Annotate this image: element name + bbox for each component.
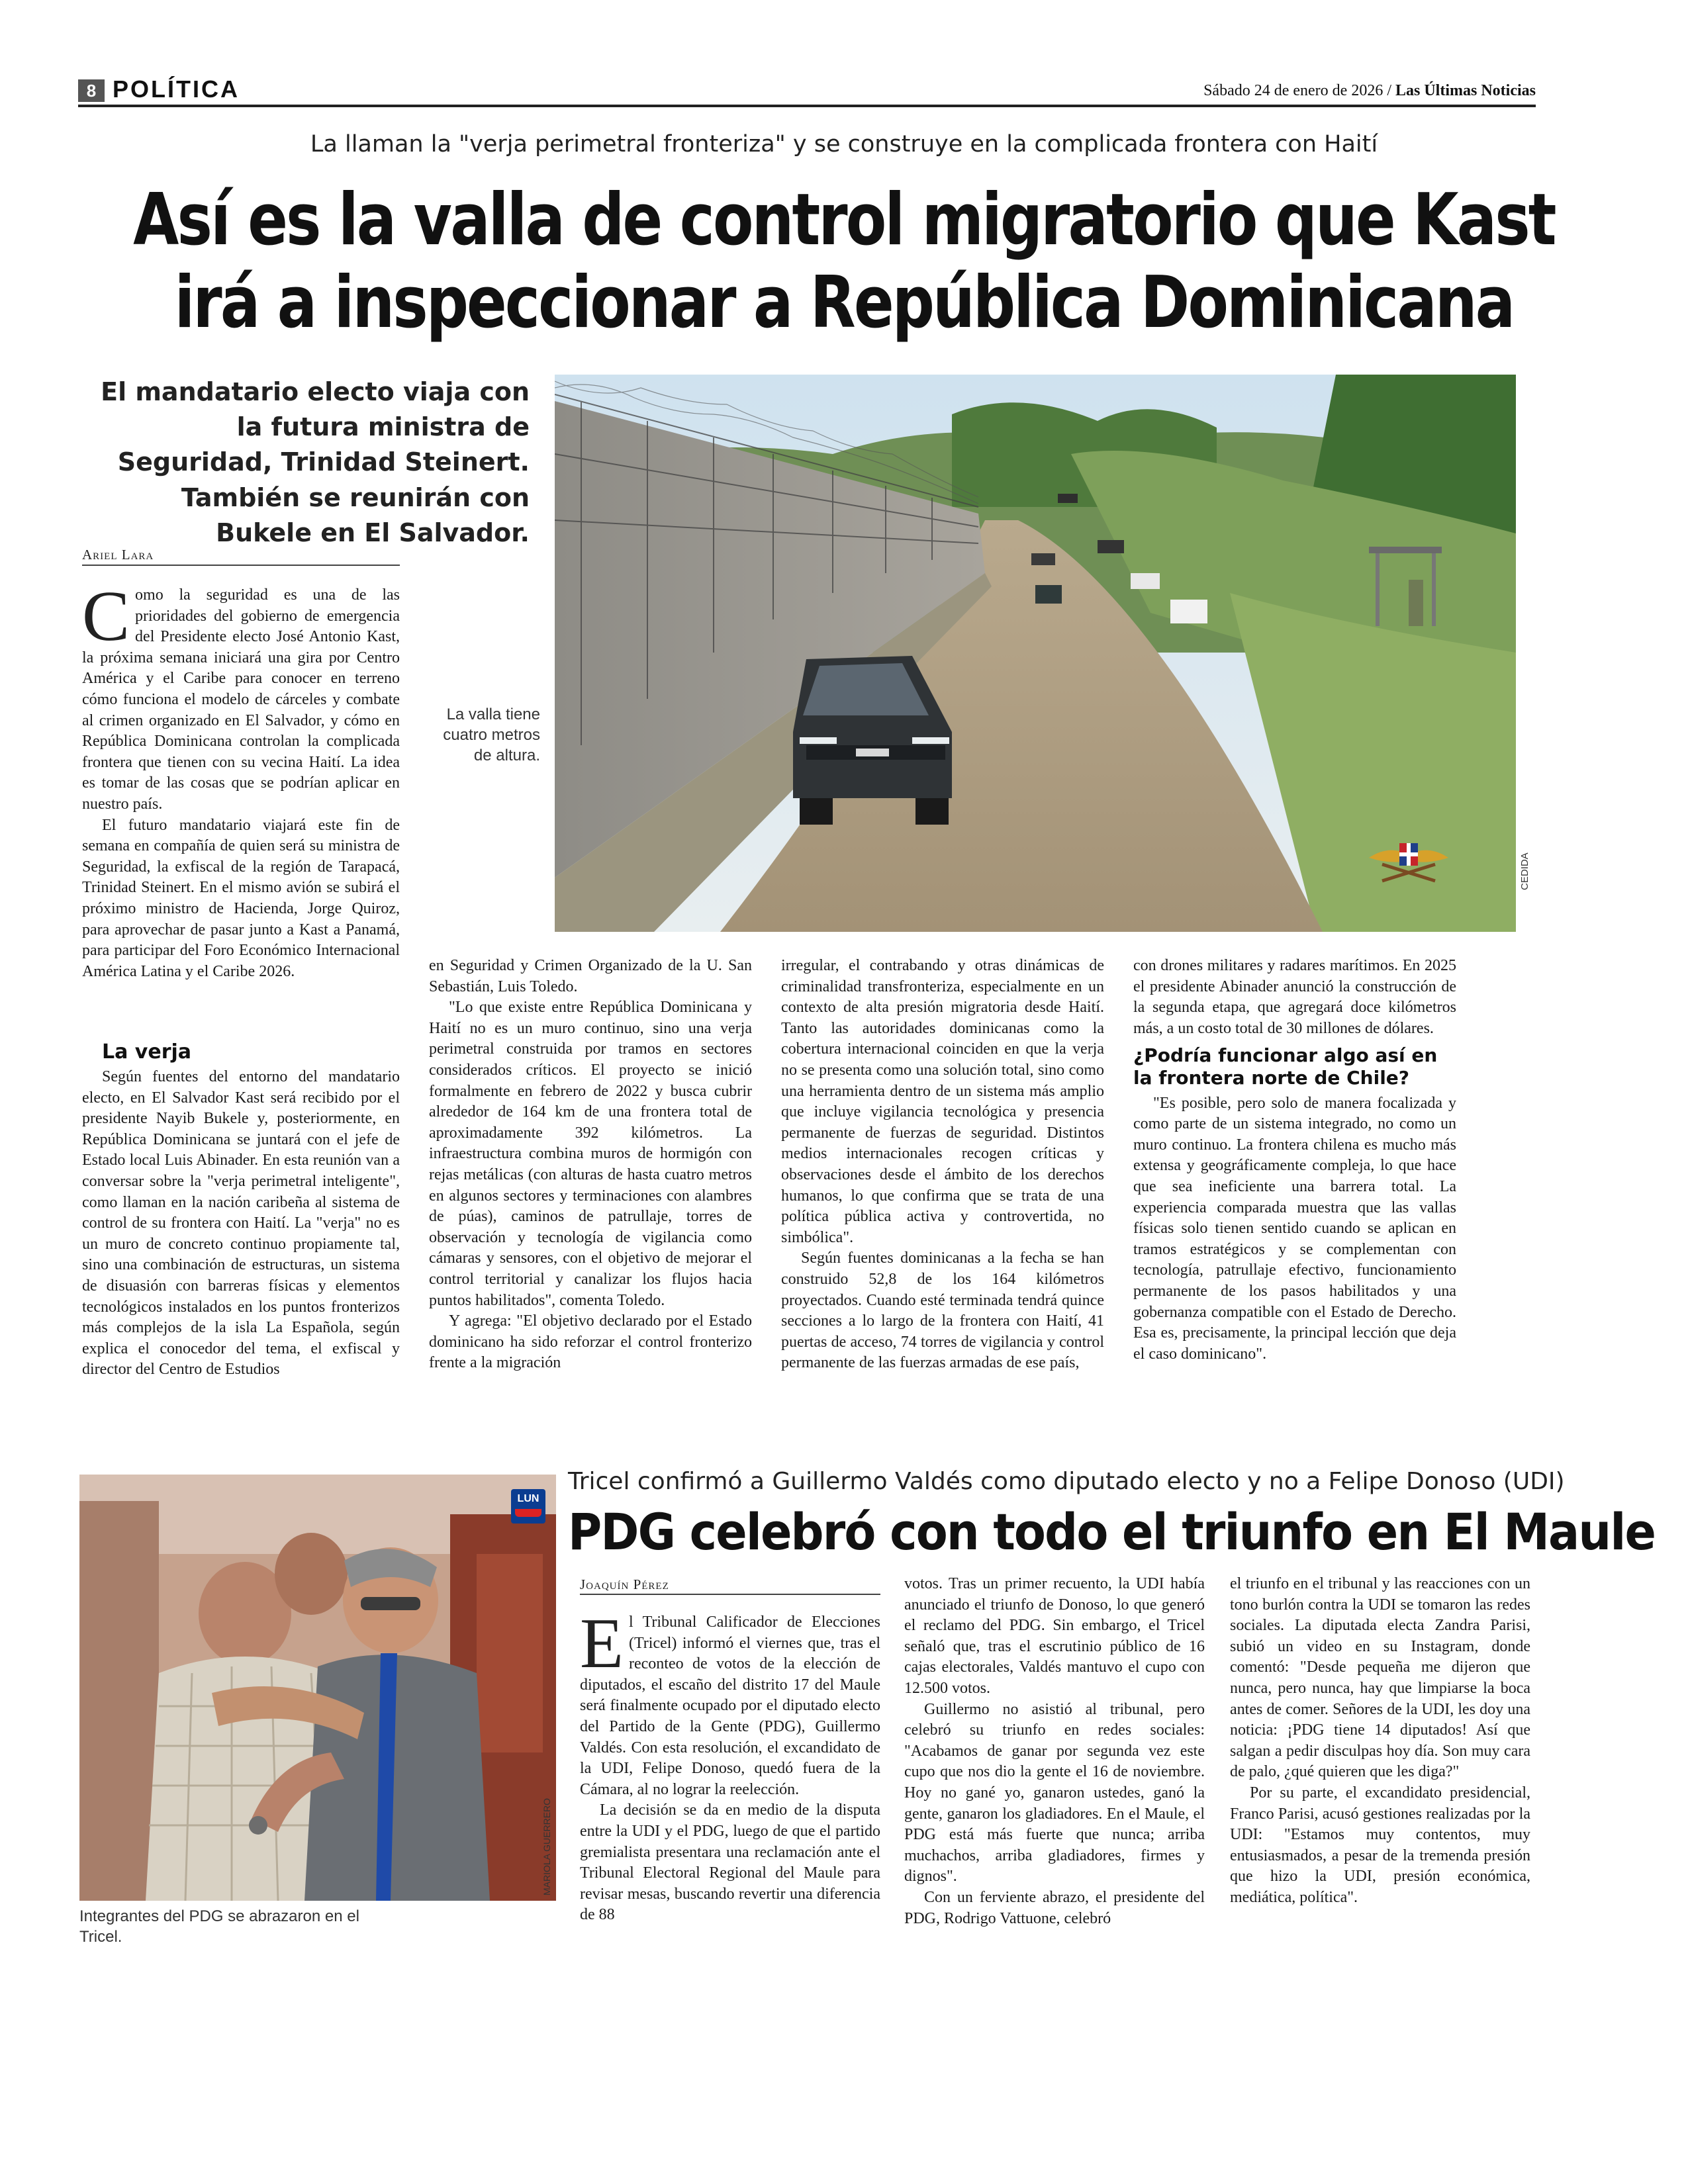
border-fence-photo (555, 375, 1516, 932)
story1-paragraph (82, 577, 400, 815)
story1-subhead-question: ¿Podría funcionar algo así en la frontera norte de Chile? (1133, 1044, 1438, 1089)
story2-photo-caption: Integrantes del PDG se abrazaron en el Tricel. (79, 1907, 359, 1946)
story1-paragraph: "Es posible, pero solo de manera focalizada y como parte de un sistema integrado, no como un muro continuo. La frontera chilena es mucho más extensa y geográficamente compleja, lo que hace que sea ineficiente una barrera total. La experiencia comparada muestra que las vallas físicas solo tienen sentido cuando se aplican en tramos estratégicos y se complementan con tecnología, patrullaje efectivo, funcionamiento permanente de los pasos habilitados y una gobernanza compatible con el Estado de Derecho. Esa es, precisamente, la principal lección que deja el caso dominicano". (1133, 1094, 1456, 1363)
story1-deck: El mandatario electo viaja con la futura ministra de Seguridad, Trinidad Steinert. También se reunirán con Bukele en El Salvador. (101, 377, 530, 547)
story1-column-1-lower (82, 1031, 400, 1381)
story1-column-3 (781, 956, 1104, 1374)
story2-kicker: Tricel confirmó a Guillermo Valdés como diputado electo y no a Felipe Donoso (UDI) (568, 1468, 1565, 1495)
story1-column-1 (82, 577, 400, 982)
story1-column-4 (1133, 956, 1456, 1365)
story2-headline: PDG celebró con todo el triunfo en El Maule (568, 1502, 1656, 1561)
story1-byline: Ariel Lara (82, 547, 154, 563)
lun-logo-accent (515, 1509, 541, 1517)
story1-photo-credit: CEDIDA (1519, 852, 1530, 890)
header-rule (78, 105, 1536, 107)
lun-logo-badge (511, 1489, 545, 1524)
paragraph-text: l Tribunal Calificador de Elecciones (Tricel) informó el viernes que, tras el reconteo de votos de la elección de diputados, el escaño del distrito 17 del Maule será finalmente ocupado por el diputado electo del Partido de la Gente (PDG), Guillermo Valdés. Con esta resolución, el excandidato de la UDI, Felipe Donoso, quedó fuera de la Cámara, al no lograr la reelección. (580, 1614, 880, 1798)
story1-paragraph: Según fuentes dominicanas a la fecha se han construido 52,8 de los 164 kilómetros proyectados. Cuando esté terminada tendrá quince secciones a lo largo de la frontera con Haití, 41 puertas de acceso, 74 torres de vigilancia y control permanente de las fuerzas armadas de ese país, (781, 1250, 1104, 1372)
pdg-hug-photo (79, 1475, 556, 1901)
story1-headline (104, 179, 1584, 345)
story2-paragraph: el triunfo en el tribunal y las reacciones con un tono burlón contra la UDI se tomaron las redes sociales. La diputada electa Zandra Parisi, subió un video en su Instagram, donde comentó: "Desde pequeña me dijeron que nunca, pero nunca, hay que limpiarse la boca antes de comer. Señores de la UDI, les doy una noticia: ¡PDG tiene 14 diputados! Así que salgan a pedir disculpas hoy día. Son muy cara de palo, ¿qué quieren que les diga?" (1230, 1575, 1530, 1781)
page-number: 8 (78, 79, 105, 102)
story2-paragraph: Guillermo no asistió al tribunal, pero celebró su triunfo en redes sociales: "Acabamos de ganar por segunda vez este cupo que nos dio la gente el 16 de noviembre. Hoy no gané yo, ganaron ustedes, ganó la gente, ganaron los gladiadores. En el Maule, el PDG está más fuerte que nunca; arriba muchachos, arriba gladiadores, firmes y dignos". (904, 1700, 1205, 1886)
story2-column-2 (904, 1574, 1205, 1929)
section-title: POLÍTICA (113, 75, 240, 103)
story2-paragraph: Por su parte, el excandidato presidencial, Franco Parisi, acusó gestiones realizadas por la UDI: "Estamos muy contentos, muy entusiasmados, a pesar de la tremenda presión que hizo la UDI, presión económica, mediática, política". (1230, 1784, 1530, 1906)
dateline-separator: / (1383, 82, 1395, 99)
drop-cap: E (580, 1604, 624, 1683)
story2-column-3 (1230, 1574, 1530, 1909)
story1-paragraph: irregular, el contrabando y otras dinámicas de criminalidad transfronteriza, especialmente en un contexto de alta presión migratoria desde Haití. Tanto las autoridades dominicanas como la cobertura internacional coinciden en que la verja no se presenta como una solución total, sino como una herramienta dentro de un sistema más amplio que incluye vigilancia tecnológica y presencia permanente de fuerzas de seguridad. Distintos medios internacionales recogen críticas y observaciones desde el ámbito de los derechos humanos, lo que confirma que se trata de una política pública activa y controvertida, no simbólica". (781, 957, 1104, 1246)
newspaper-name: Las Últimas Noticias (1395, 82, 1536, 99)
story1-photo-caption: La valla tiene cuatro metros de altura. (443, 705, 540, 765)
story1-column-2 (429, 956, 752, 1374)
paragraph-text: omo la seguridad es una de las prioridades del gobierno de emergencia del Presidente electo José Antonio Kast, la próxima semana iniciará una gira por Centro América y el Caribe para conocer en terreno cómo funciona el modelo de cárceles y combate al crimen organizado en El Salvador, y cómo en República Dominicana controlan la complicada frontera que tienen con su vecina Haití. La idea es tomar de las cosas que se podrían aplicar en nuestro país. (82, 586, 400, 813)
story1-paragraph: Según fuentes del entorno del mandatario electo, en El Salvador Kast será recibido por el presidente Nayib Bukele y, posteriormente, en República Dominicana se juntará con el jefe de Estado local Luis Abinader. En esta reunión van a conversar sobre la "verja perimetral inteligente", como llaman en la nación caribeña al sistema de control de su frontera con Haití. La "verja" no es un muro de concreto continuo propiamente tal, sino una combinación de estructuras, un sistema de disuasión con barreras físicas y elementos tecnológicos instalados en los puntos fronterizos más complejos de la isla La Española, según explica el conocedor del tema, el exfiscal y director del Centro de Estudios (82, 1068, 400, 1379)
story2-paragraph: La decisión se da en medio de la disputa entre la UDI y el PDG, luego de que el partido gremialista presentara una reclamación ante el Tribunal Electoral Regional del Maule para revisar mesas, buscando revertir una diferencia de 88 (580, 1801, 880, 1924)
drop-cap: C (82, 577, 130, 656)
story1-subhead: La verja (102, 1040, 192, 1064)
story1-paragraph: Y agrega: "El objetivo declarado por el Estado dominicano ha sido reforzar el control fronterizo frente a la migración (429, 1312, 752, 1372)
story2-byline: Joaquín Pérez (580, 1576, 669, 1592)
story1-paragraph: con drones militares y radares marítimos. En 2025 el presidente Abinader anunció la construcción de la segunda etapa, que agregará doce kilómetros más, a un costo total de 30 millones de dólares. (1133, 957, 1456, 1037)
story1-paragraph: El futuro mandatario viajará este fin de semana en compañía de quien será su ministra de Seguridad, la exfiscal de la región de Tarapacá, Trinidad Steinert. En el mismo avión se subirá el próximo ministro de Hacienda, Jorge Quiroz, para aprovechar de pasar junto a Kast a Panamá, para participar del Foro Económico Internacional América Latina y el Caribe 2026. (82, 816, 400, 980)
story1-headline-line1: Así es la valla de control migratorio que Kast (133, 179, 1555, 261)
story1-paragraph: en Seguridad y Crimen Organizado de la U. San Sebastián, Luis Toledo. (429, 957, 752, 995)
byline-rule (580, 1594, 880, 1595)
story2-paragraph: Con un ferviente abrazo, el presidente del PDG, Rodrigo Vattuone, celebró (904, 1888, 1205, 1927)
story2-paragraph (580, 1604, 880, 1800)
story1-paragraph: "Lo que existe entre República Dominicana y Haití no es un muro continuo, sino una verja perimetral construida por tramos en sectores considerados críticos. El proyecto se inició formalmente en febrero de 2022 y busca cubrir alrededor de 164 km de una frontera total de aproximadamente 392 kilómetros. La infraestructura combina muros de hormigón con rejas metálicas (con alturas de hasta cuatro metros en algunos sectores y terminaciones con alambres de púas), caminos de patrullaje, torres de observación y tecnología de vigilancia como cámaras y sensores, con el objetivo de mejorar el control territorial y canalizar los flujos hacia puntos habilitados", comenta Toledo. (429, 999, 752, 1309)
story2-column-1 (580, 1604, 880, 1926)
byline-rule (82, 565, 400, 566)
story2-paragraph: votos. Tras un primer recuento, la UDI había anunciado el triunfo de Donoso, lo que generó el reclamo del PDG. Sin embargo, el Tricel señaló que, tras el escrutinio público de 16 cajas electorales, Valdés mantuvo el cupo con 12.500 votos. (904, 1575, 1205, 1697)
issue-date: Sábado 24 de enero de 2026 (1203, 82, 1383, 99)
story1-kicker: La llaman la "verja perimetral fronteriza" y se construye en la complicada frontera con Haití (310, 131, 1378, 158)
story2-photo-credit: MARIOLA GUERRERO (541, 1797, 552, 1895)
dateline (1203, 82, 1536, 100)
lun-logo-text: LUN (517, 1493, 539, 1504)
story1-headline-line2: irá a inspeccionar a República Dominicana (174, 261, 1514, 345)
